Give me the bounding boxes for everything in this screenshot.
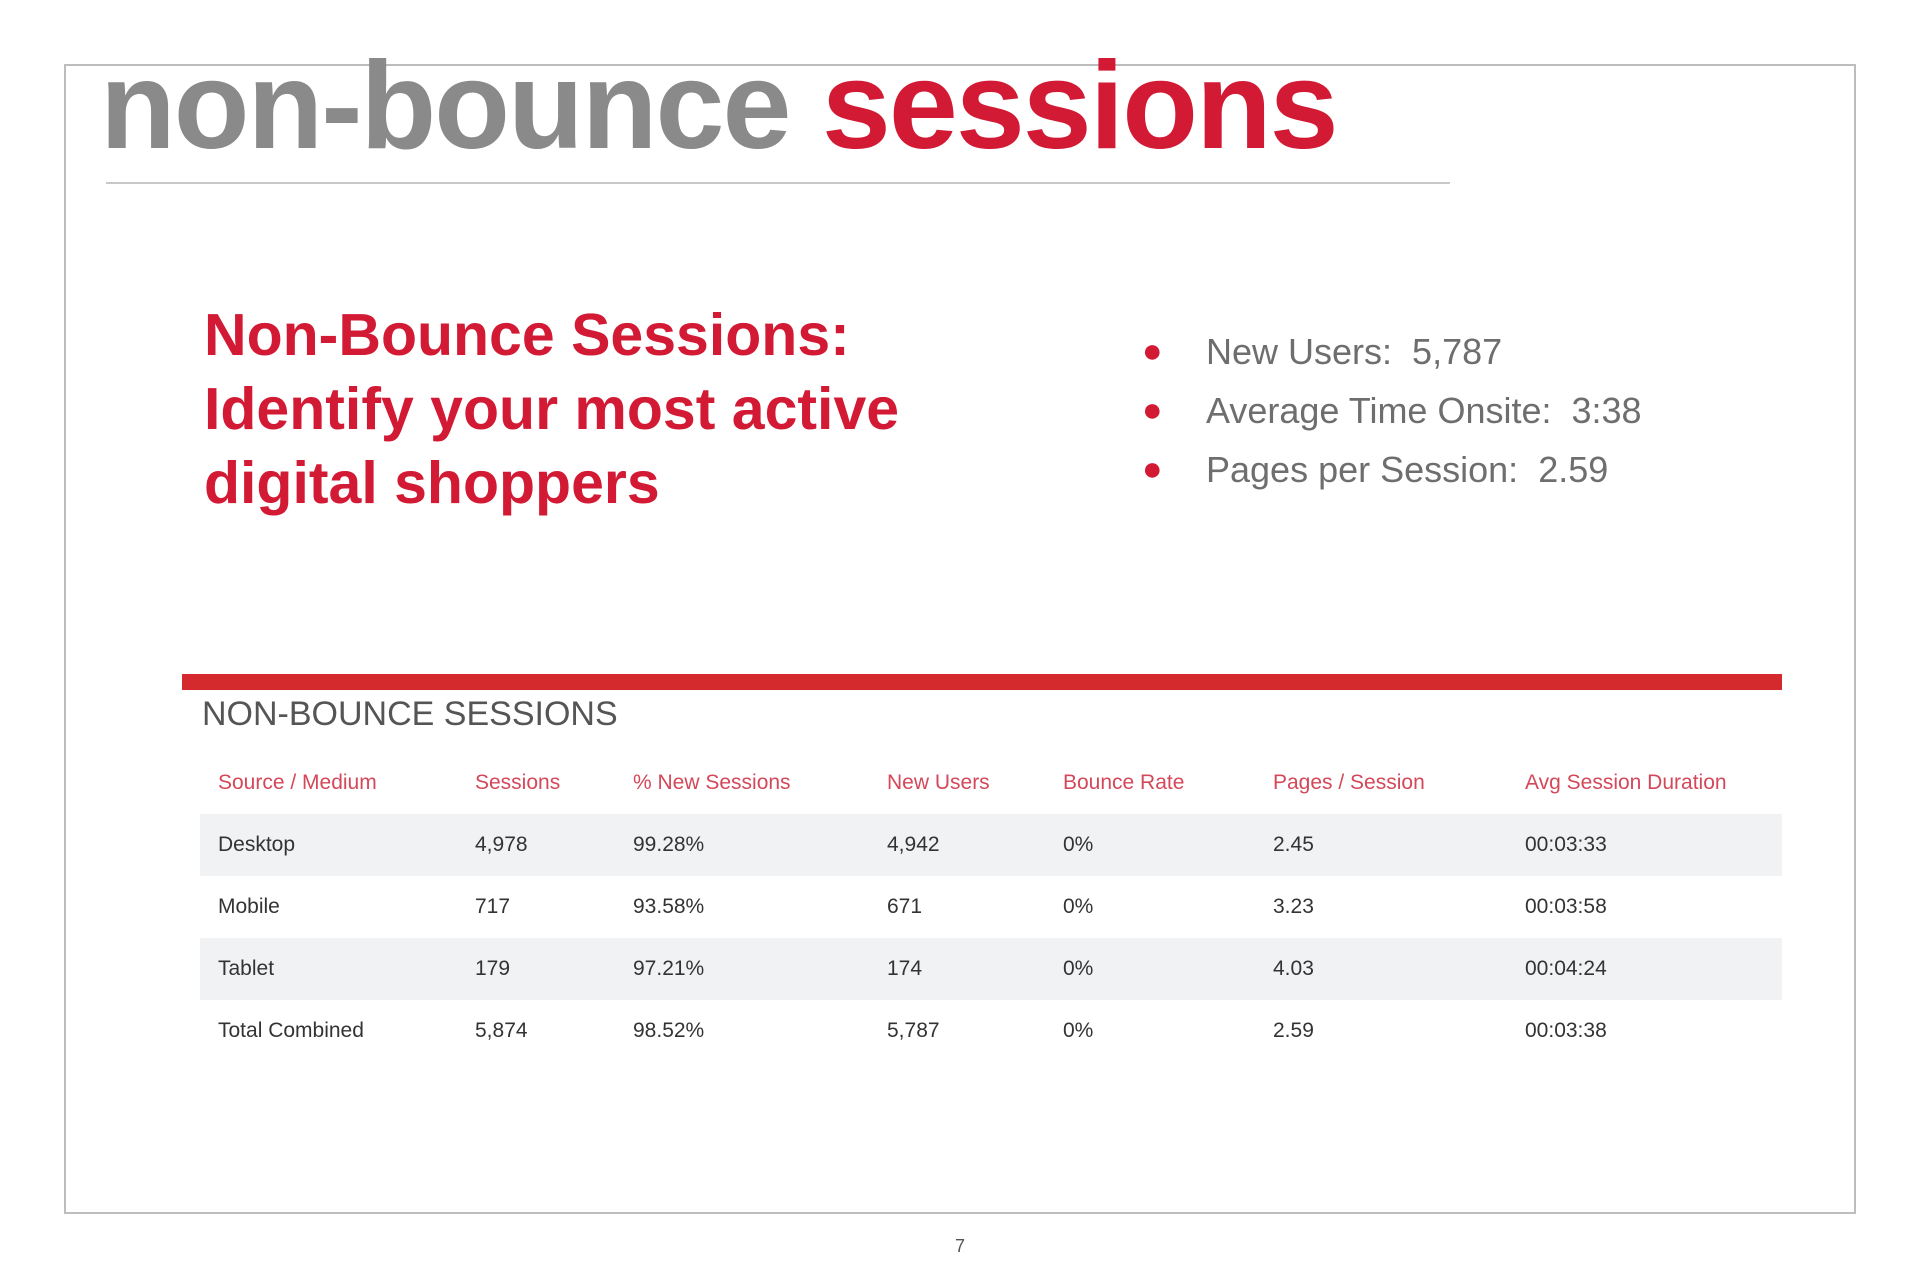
table-cell: 99.28% [615,814,869,876]
bullet-icon: ● [1142,332,1163,370]
table-cell: 2.59 [1273,1019,1314,1042]
table-cell: 4,978 [457,814,615,876]
table-cell: Mobile [218,895,280,918]
headline [204,298,1064,520]
column-header: Pages / Session [1273,771,1425,794]
stat-new-users [1142,322,1642,381]
table-cell: 4.03 [1255,938,1507,1000]
stat-label: New Users: [1206,331,1393,372]
table-cell: 2.45 [1255,814,1507,876]
column-header: % New Sessions [633,771,791,794]
slide-title-gray: non-bounce [100,37,790,175]
table-cell: 671 [887,895,923,918]
table-row [200,814,1782,876]
table-cell: 5,874 [475,1019,528,1042]
table-header-row [200,752,1782,814]
bullet-icon: ● [1142,391,1163,429]
report-table [200,752,1782,1062]
table-cell: 179 [457,938,615,1000]
column-header: Source / Medium [218,771,377,794]
column-header: Avg Session Duration [1525,771,1727,794]
stat-pages-per-session [1142,440,1642,499]
slide-title [100,37,1337,175]
table-cell: 93.58% [633,895,705,918]
table-cell: Tablet [200,938,457,1000]
table-cell: 00:03:33 [1507,814,1782,876]
slide-title-red: sessions [821,37,1337,175]
table-cell: 5,787 [887,1019,940,1042]
column-header: Bounce Rate [1063,771,1185,794]
stat-average-time-onsite [1142,381,1642,440]
report-header-bar [182,674,1782,690]
table-cell: Desktop [200,814,457,876]
table-cell: 98.52% [633,1019,705,1042]
table-cell: 97.21% [615,938,869,1000]
stat-label: Average Time Onsite: [1206,390,1552,431]
table-row [200,876,1782,938]
table-cell: 00:04:24 [1507,938,1782,1000]
table-cell: 4,942 [869,814,1045,876]
headline-line: digital shoppers [204,450,660,516]
title-divider [106,182,1450,184]
table-cell: 0% [1045,814,1255,876]
table-cell: 717 [475,895,511,918]
stats-list [1142,322,1642,499]
table-row [200,938,1782,1000]
report-title: NON-BOUNCE SESSIONS [202,695,618,733]
headline-line: Non-Bounce Sessions: [204,302,850,368]
table-cell: 0% [1063,895,1094,918]
table-cell: 0% [1063,1019,1094,1042]
page-number: 7 [954,1236,965,1256]
stat-value: 2.59 [1538,449,1609,490]
stat-value: 3:38 [1571,390,1642,431]
stat-label: Pages per Session: [1206,449,1519,490]
table-cell: 0% [1045,938,1255,1000]
table-cell: 00:03:58 [1525,895,1607,918]
stat-value: 5,787 [1412,331,1503,372]
column-header: Sessions [475,771,561,794]
column-header: New Users [887,771,990,794]
table-cell: 00:03:38 [1525,1019,1607,1042]
table-cell: 3.23 [1273,895,1314,918]
headline-line: Identify your most active [204,376,900,442]
bullet-icon: ● [1142,450,1163,488]
table-cell: Total Combined [218,1019,364,1042]
table-cell: 174 [869,938,1045,1000]
table-row [200,1000,1782,1062]
